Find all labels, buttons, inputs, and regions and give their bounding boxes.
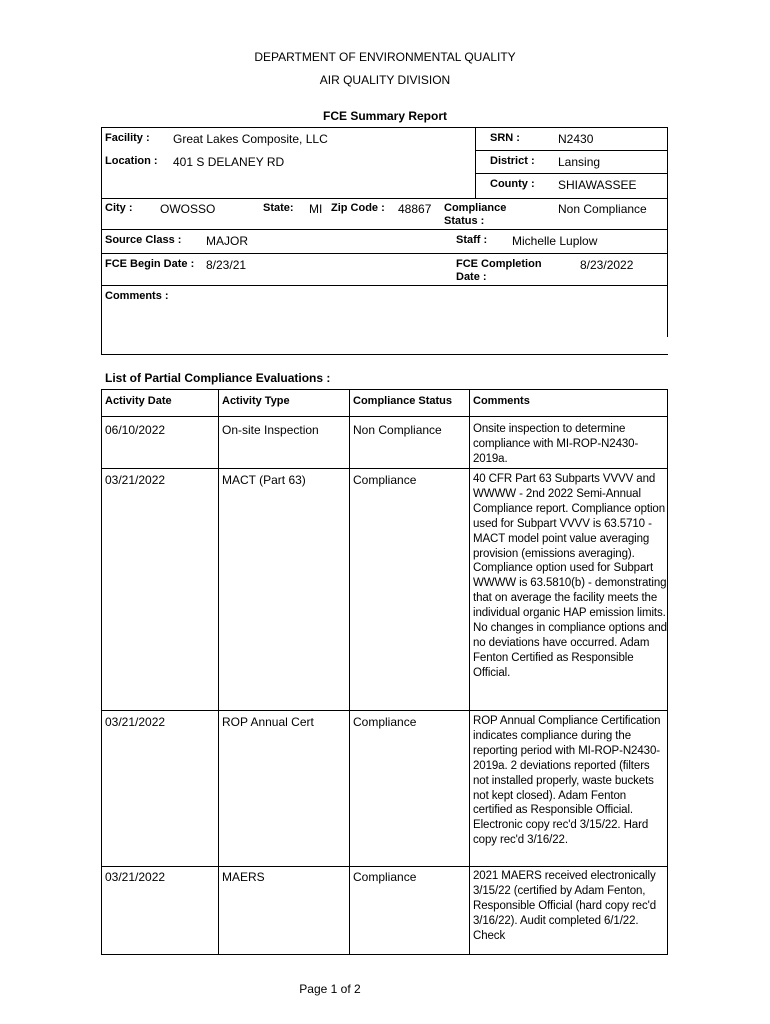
- col-header-compliance-status: Compliance Status: [353, 395, 453, 407]
- col-header-activity-type: Activity Type: [222, 395, 290, 407]
- info-box-divider-comments: [101, 285, 668, 286]
- fce-completion-label-line2: Date :: [456, 271, 487, 283]
- info-box-divider-city: [101, 198, 668, 199]
- pce-col-divider: [469, 389, 470, 955]
- compliance-label-line1: Compliance: [444, 202, 507, 214]
- location-value: 401 S DELANEY RD: [173, 155, 285, 169]
- compliance-label-line2: Status :: [444, 215, 485, 227]
- info-box-left-border: [101, 127, 102, 355]
- row1-comments: Onsite inspection to determine compliance with MI-ROP-N2430-2019a.: [473, 423, 639, 465]
- facility-value: Great Lakes Composite, LLC: [173, 132, 328, 146]
- row2-activity-type: MACT (Part 63): [222, 473, 306, 487]
- row3-compliance-status: Compliance: [353, 715, 417, 729]
- srn-label: SRN :: [490, 132, 520, 144]
- row2-compliance-status: Compliance: [353, 473, 417, 487]
- pce-table-left-border: [101, 389, 102, 955]
- staff-value: Michelle Luplow: [512, 234, 598, 248]
- row3-comments: ROP Annual Compliance Certification indicates compliance during the reporting period with MI-ROP-N2430-2019a. 2 deviations reported (filters not installed properly, waste buckets not kept closed). Adam Fenton certified as Responsible Official. Electronic copy rec'd 3/15/22. Hard copy rec'd 3/16/22.: [473, 715, 661, 847]
- pce-row-divider: [101, 866, 668, 867]
- pce-row-divider: [101, 710, 668, 711]
- pce-section-title: List of Partial Compliance Evaluations :: [105, 371, 331, 385]
- city-label: City :: [105, 202, 133, 214]
- staff-label: Staff :: [456, 234, 488, 246]
- fce-begin-label: FCE Begin Date :: [105, 258, 195, 270]
- fce-completion-value: 8/23/2022: [580, 258, 634, 272]
- report-title: FCE Summary Report: [322, 109, 448, 123]
- county-label: County :: [490, 178, 535, 190]
- city-value: OWOSSO: [160, 202, 216, 216]
- info-box-top-border: [101, 127, 668, 128]
- row2-comments: 40 CFR Part 63 Subparts VVVV and WWWW - 2nd 2022 Semi-Annual Compliance report. Compliance option used for Subpart VVVV is 63.5710 - MACT model point value averaging provision (emissions averaging). Compliance option used for Subpart WWWW is 63.5810(b) - demonstrating that on average the facility meets the individual organic HAP emission limits. No changes in compliance options and no deviations have occurred. Adam Fenton Certified as Responsible Official.: [473, 473, 667, 679]
- fce-completion-label-line1: FCE Completion: [456, 258, 542, 270]
- row1-activity-date: 06/10/2022: [105, 423, 166, 437]
- info-box-bottom-border: [101, 354, 668, 355]
- pce-table-bottom-border: [101, 954, 668, 955]
- state-value: MI: [309, 202, 323, 216]
- source-class-label: Source Class :: [105, 234, 182, 246]
- fce-begin-value: 8/23/21: [206, 258, 247, 272]
- pce-table-right-border: [667, 389, 668, 955]
- row1-compliance-status: Non Compliance: [353, 423, 442, 437]
- district-value: Lansing: [558, 155, 601, 169]
- srn-value: N2430: [558, 132, 594, 146]
- source-class-value: MAJOR: [206, 234, 248, 248]
- county-value: SHIAWASSEE: [558, 178, 637, 192]
- row4-comments: 2021 MAERS received electronically 3/15/22 (certified by Adam Fenton, Responsible Official (hard copy rec'd 3/16/22). Audit completed 6/1/22. Check: [473, 870, 657, 942]
- pce-table-header-border: [101, 416, 668, 417]
- row1-activity-type: On-site Inspection: [222, 423, 319, 437]
- division-heading: AIR QUALITY DIVISION: [319, 73, 451, 87]
- row4-activity-date: 03/21/2022: [105, 870, 166, 884]
- col-header-activity-date: Activity Date: [105, 395, 172, 407]
- col-header-comments: Comments: [473, 395, 530, 407]
- location-label: Location :: [105, 155, 158, 167]
- row3-activity-type: ROP Annual Cert: [222, 715, 314, 729]
- info-box-divider-srn: [475, 150, 668, 151]
- facility-label: Facility :: [105, 132, 150, 144]
- row4-activity-type: MAERS: [222, 870, 265, 884]
- district-label: District :: [490, 155, 535, 167]
- row4-compliance-status: Compliance: [353, 870, 417, 884]
- info-box-divider-district: [475, 173, 668, 174]
- row2-activity-date: 03/21/2022: [105, 473, 166, 487]
- pce-table-top-border: [101, 389, 668, 390]
- compliance-status-label: [444, 202, 506, 228]
- zip-label: Zip Code :: [331, 202, 385, 214]
- pce-col-divider: [218, 389, 219, 955]
- state-label: State:: [263, 202, 294, 214]
- comments-label: Comments :: [105, 290, 169, 302]
- page-number: Page 1 of 2: [299, 982, 361, 996]
- fce-completion-label: [456, 258, 542, 284]
- zip-value: 48867: [398, 202, 432, 216]
- row3-activity-date: 03/21/2022: [105, 715, 166, 729]
- info-box-divider-vertical: [475, 127, 476, 199]
- pce-col-divider: [349, 389, 350, 955]
- department-heading: DEPARTMENT OF ENVIRONMENTAL QUALITY: [254, 50, 516, 64]
- info-box-divider-source: [101, 229, 668, 230]
- compliance-status-value: Non Compliance: [558, 202, 647, 216]
- pce-row-divider: [101, 468, 668, 469]
- info-box-right-border: [667, 127, 668, 337]
- info-box-divider-fce: [101, 253, 668, 254]
